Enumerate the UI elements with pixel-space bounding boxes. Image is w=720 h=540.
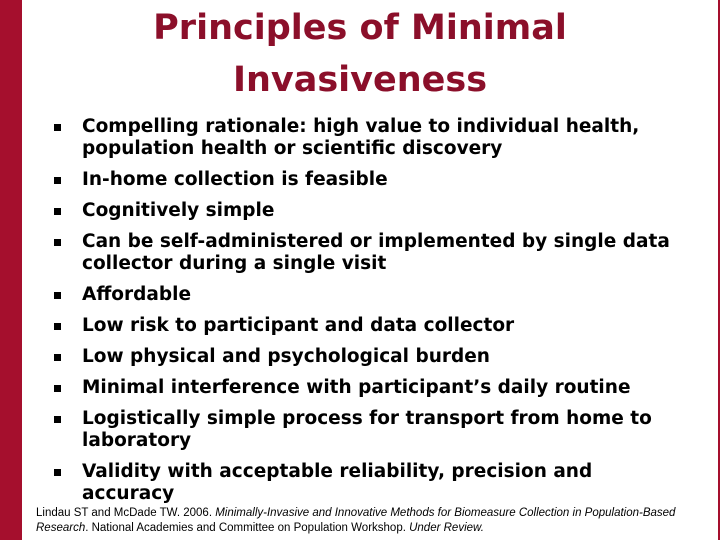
bullet-item bbox=[52, 284, 682, 306]
bullet-text: Affordable bbox=[82, 284, 191, 305]
title-line-1: Principles of Minimal bbox=[153, 8, 567, 48]
bullet-item bbox=[52, 231, 682, 275]
bullet-item bbox=[52, 461, 682, 505]
slide-title bbox=[40, 2, 680, 106]
bullet-text: Cognitively simple bbox=[82, 200, 275, 221]
citation-publisher: . National Academies and Committee on Population Workshop. bbox=[85, 522, 410, 534]
square-bullet-icon bbox=[54, 208, 61, 215]
bullet-text: In-home collection is feasible bbox=[82, 169, 388, 190]
bullet-item bbox=[52, 346, 682, 368]
citation-footer bbox=[36, 506, 676, 536]
bullet-item bbox=[52, 315, 682, 337]
square-bullet-icon bbox=[54, 292, 61, 299]
bullet-text: Low physical and psychological burden bbox=[82, 346, 490, 367]
bullet-item bbox=[52, 377, 682, 399]
bullet-text: Compelling rationale: high value to individual health, population health or scientific discovery bbox=[82, 116, 640, 159]
square-bullet-icon bbox=[54, 124, 61, 131]
square-bullet-icon bbox=[54, 354, 61, 361]
square-bullet-icon bbox=[54, 177, 61, 184]
left-accent-bar bbox=[0, 0, 22, 540]
bullet-item bbox=[52, 169, 682, 191]
bullet-item bbox=[52, 200, 682, 222]
bullet-item bbox=[52, 116, 682, 160]
citation-status: Under Review. bbox=[409, 522, 484, 534]
bullet-text: Can be self-administered or implemented by single data collector during a single visit bbox=[82, 231, 670, 274]
bullet-text: Validity with acceptable reliability, precision and accuracy bbox=[82, 461, 593, 504]
bullet-text: Low risk to participant and data collector bbox=[82, 315, 515, 336]
citation-authors: Lindau ST and McDade TW. 2006. bbox=[36, 507, 216, 519]
bullet-list bbox=[52, 116, 682, 514]
citation-title: Minimally-Invasive and Innovative Methods for Biomeasure Collection in Population-Based Research bbox=[36, 507, 676, 534]
bullet-text: Logistically simple process for transport from home to laboratory bbox=[82, 408, 652, 451]
square-bullet-icon bbox=[54, 469, 61, 476]
title-line-2: Invasiveness bbox=[232, 60, 488, 100]
square-bullet-icon bbox=[54, 323, 61, 330]
bullet-item bbox=[52, 408, 682, 452]
square-bullet-icon bbox=[54, 239, 61, 246]
square-bullet-icon bbox=[54, 416, 61, 423]
bullet-text: Minimal interference with participant’s daily routine bbox=[82, 377, 631, 398]
square-bullet-icon bbox=[54, 385, 61, 392]
